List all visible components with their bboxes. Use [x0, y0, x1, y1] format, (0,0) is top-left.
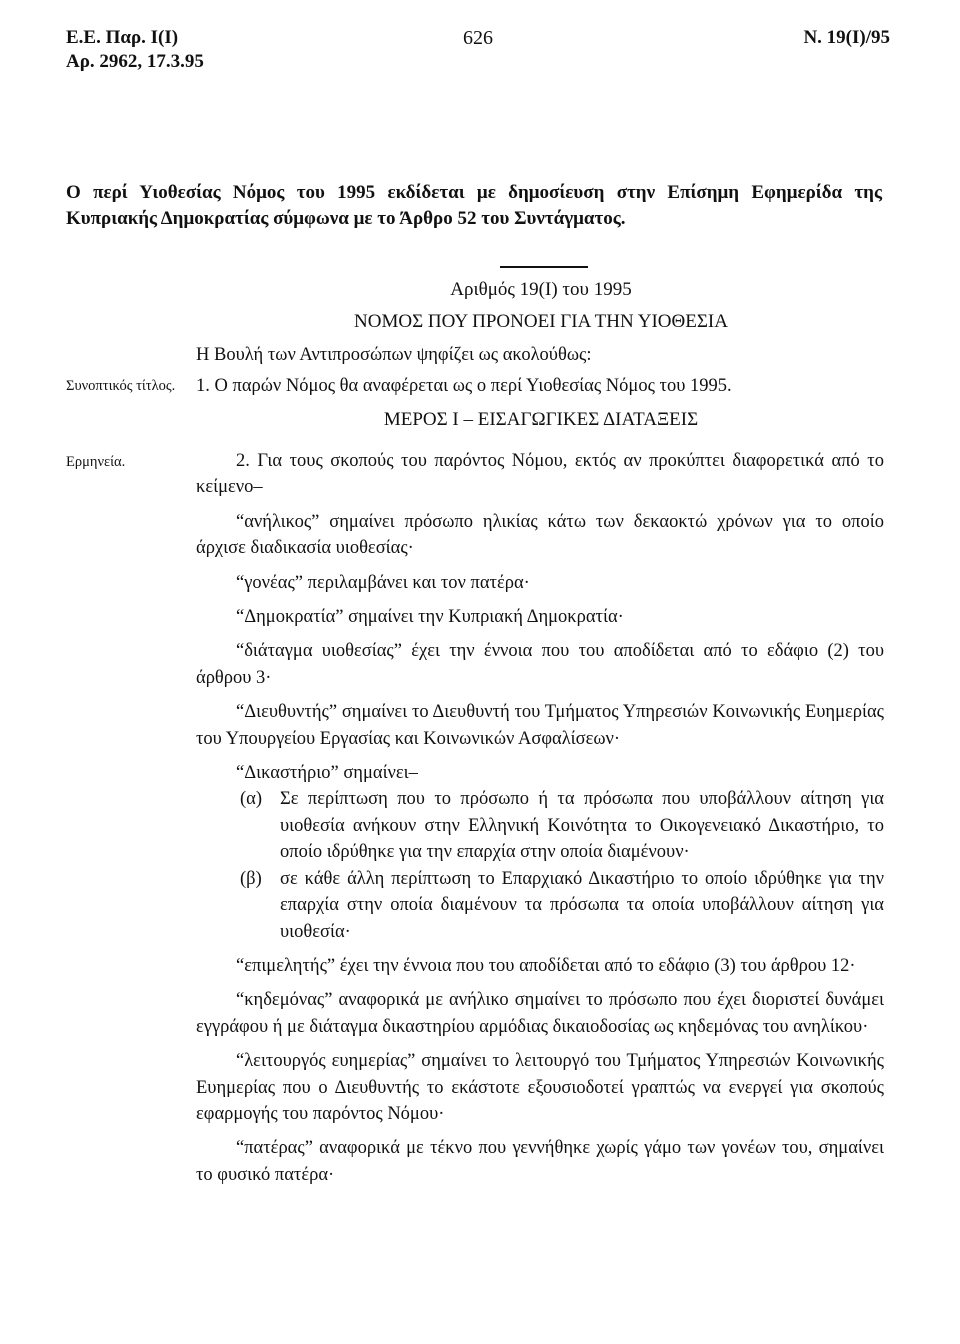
- definition-welfare-officer: “λειτουργός ευημερίας” σημαίνει το λειτουργό του Τμήματος Υπηρεσιών Κοινωνικής Ευημερίας που ο Διευθυντής το εκάστοτε εξουσιοδοτεί γραπτώς να ενεργεί για σκοπούς εφαρμογής του παρόντος Νόμου·: [196, 1051, 884, 1124]
- definition-guardian: “κηδεμόνας” αναφορικά με ανήλικο σημαίνει το πρόσωπο που έχει διοριστεί δυνάμει εγγράφου ή με διάταγμα δικαστηρίου αρμόδιας δικαιοδοσίας ως κηδεμόνας του ανηλίκου·: [196, 990, 884, 1037]
- definition-adoption-order: “διάταγμα υιοθεσίας” έχει την έννοια που του αποδίδεται από το εδάφιο (2) του άρθρου 3·: [196, 641, 884, 688]
- gazette-part: Ε.Ε. Παρ. Ι(Ι): [66, 27, 179, 48]
- definition-minor: “ανήλικος” σημαίνει πρόσωπο ηλικίας κάτω των δεκαοκτώ χρόνων για το οποίο άρχισε διαδικασία υιοθεσίας·: [196, 511, 884, 559]
- court-item-a: [196, 786, 884, 865]
- section-2-lead: 2. Για τους σκοπούς του παρόντος Νόμου, εκτός αν προκύπτει διαφορετικά από το κείμενο–: [196, 451, 884, 498]
- item-label: (β): [240, 868, 262, 889]
- definition-father: “πατέρας” αναφορικά με τέκνο που γεννήθηκε χωρίς γάμο των γονέων του, σημαίνει το φυσικό πατέρα·: [196, 1138, 884, 1185]
- item-text: Σε περίπτωση που το πρόσωπο ή τα πρόσωπα που υποβάλλουν αίτηση για υιοθεσία ανήκουν στην Ελληνική Κοινότητα το Οικογενειακό Δικαστήριο, το οποίο ιδρύθηκε για την επαρχία στην οποία διαμένουν·: [280, 789, 884, 863]
- margin-note-short-title: Συνοπτικός τίτλος.: [66, 378, 176, 394]
- law-reference: Ν. 19(Ι)/95: [803, 27, 890, 48]
- law-number: Αριθμός 19(Ι) του 1995: [450, 279, 632, 300]
- margin-note-interpretation: Ερμηνεία.: [66, 454, 126, 470]
- part-heading: ΜΕΡΟΣ Ι – ΕΙΣΑΓΩΓΙΚΕΣ ΔΙΑΤΑΞΕΙΣ: [383, 409, 699, 430]
- publication-notice: Ο περί Υιοθεσίας Νόμος του 1995 εκδίδεται με δημοσίευση στην Επίσημη Εφημερίδα της Κυπριακής Δημοκρατίας σύμφωνα με το Άρθρο 52 του Συντάγματος.: [66, 182, 882, 229]
- item-label: (α): [240, 789, 263, 810]
- definition-republic: “Δημοκρατία” σημαίνει την Κυπριακή Δημοκρατία·: [236, 607, 624, 628]
- law-title: ΝΟΜΟΣ ΠΟΥ ΠΡΟΝΟΕΙ ΓΙΑ ΤΗΝ ΥΙΟΘΕΣΙΑ: [354, 311, 728, 332]
- gazette-issue: Αρ. 2962, 17.3.95: [66, 51, 204, 72]
- definition-parent: “γονέας” περιλαμβάνει και τον πατέρα·: [236, 572, 530, 593]
- section-2: [196, 448, 884, 1188]
- separator-rule: [500, 266, 588, 268]
- item-text: σε κάθε άλλη περίπτωση το Επαρχιακό Δικαστήριο το οποίο ιδρύθηκε για την επαρχία στην οποία διαμένουν τα πρόσωπα τα οποία υποβάλλουν αίτηση για υιοθεσία·: [280, 868, 884, 942]
- section-1: 1. Ο παρών Νόμος θα αναφέρεται ως ο περί Υιοθεσίας Νόμος του 1995.: [196, 376, 732, 396]
- definition-court: “Δικαστήριο” σημαίνει–: [236, 763, 418, 784]
- page-number: 626: [463, 27, 493, 49]
- definition-curator: “επιμελητής” έχει την έννοια που του αποδίδεται από το εδάφιο (3) του άρθρου 12·: [236, 955, 856, 976]
- enactment-formula: Η Βουλή των Αντιπροσώπων ψηφίζει ως ακολούθως:: [196, 345, 592, 365]
- page-header: [66, 26, 890, 74]
- definition-director: “Διευθυντής” σημαίνει το Διευθυντή του Τμήματος Υπηρεσιών Κοινωνικής Ευημερίας του Υπουργείου Εργασίας και Κοινωνικών Ασφαλίσεων·: [196, 702, 884, 749]
- court-item-b: [196, 866, 884, 945]
